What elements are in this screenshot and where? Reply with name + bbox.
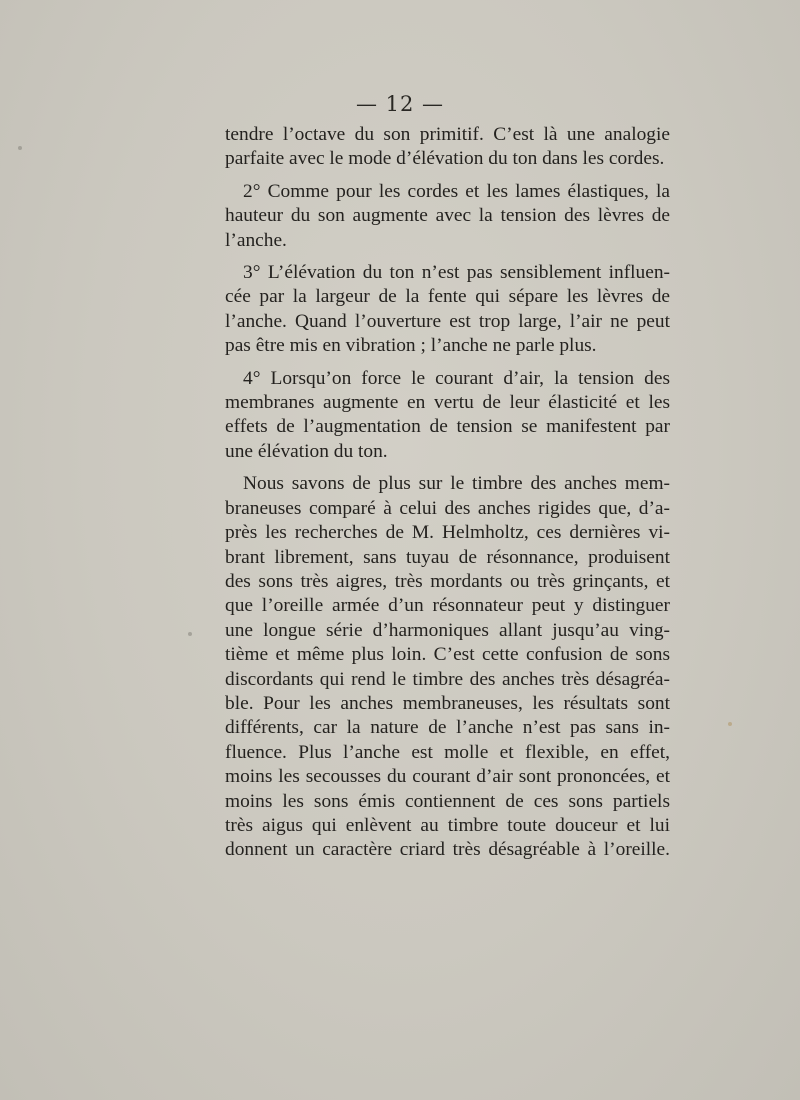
text-line: une longue série d’harmoniques allant jusqu’au ving- bbox=[225, 619, 670, 641]
text-line: 4° Lorsqu’on force le courant d’air, la tension des bbox=[243, 367, 670, 389]
paper-speck bbox=[728, 722, 732, 726]
text-line: moins les sons émis contiennent de ces sons partiels bbox=[225, 790, 670, 812]
text-line: membranes augmente en vertu de leur élasticité et les bbox=[225, 392, 670, 414]
text-line: cée par la largeur de la fente qui sépare les lèvres de bbox=[225, 286, 670, 308]
paper-speck bbox=[18, 146, 22, 150]
text-line: parfaite avec le mode d’élévation du ton dans les cordes. bbox=[225, 148, 665, 170]
text-line: donnent un caractère criard très désagréable à l’oreille. bbox=[225, 839, 670, 861]
text-line: 3° L’élévation du ton n’est pas sensiblement influen- bbox=[243, 262, 670, 284]
text-line: brant librement, sans tuyau de résonnance, produisent bbox=[225, 546, 670, 568]
text-line: fluence. Plus l’anche est molle et flexible, en effet, bbox=[225, 741, 670, 763]
paragraph bbox=[225, 367, 670, 465]
text-line: effets de l’augmentation de tension se manifestent par bbox=[225, 416, 670, 438]
text-line: ble. Pour les anches membraneuses, les résultats sont bbox=[225, 692, 670, 714]
paragraph bbox=[225, 261, 670, 359]
text-line: Nous savons de plus sur le timbre des anches mem- bbox=[243, 473, 670, 495]
text-line: tendre l’octave du son primitif. C’est là une analogie bbox=[225, 124, 670, 145]
text-line: différents, car la nature de l’anche n’est pas sans in- bbox=[225, 717, 670, 739]
body-text bbox=[225, 123, 670, 871]
text-line: discordants qui rend le timbre des anches très désagréa- bbox=[225, 668, 670, 690]
text-line: braneuses comparé à celui des anches rigides que, d’a- bbox=[225, 497, 670, 519]
text-line: 2° Comme pour les cordes et les lames élastiques, la bbox=[243, 180, 670, 202]
paragraph bbox=[225, 180, 670, 253]
paragraph bbox=[225, 123, 670, 172]
text-line: que l’oreille armée d’un résonnateur peut y distinguer bbox=[225, 595, 670, 617]
text-line: des sons très aigres, très mordants ou très grinçants, et bbox=[225, 570, 670, 592]
paragraph bbox=[225, 472, 670, 863]
text-line: pas être mis en vibration ; l’anche ne parle plus. bbox=[225, 335, 597, 357]
page-number: — 12 — bbox=[355, 92, 445, 116]
paper-speck bbox=[188, 632, 192, 636]
text-line: très aigus qui enlèvent au timbre toute douceur et lui bbox=[225, 814, 670, 836]
text-line: hauteur du son augmente avec la tension des lèvres de bbox=[225, 205, 670, 227]
text-line: tième et même plus loin. C’est cette confusion de sons bbox=[225, 644, 670, 666]
text-line: moins les secousses du courant d’air sont prononcées, et bbox=[225, 766, 670, 788]
text-line: près les recherches de M. Helmholtz, ces dernières vi- bbox=[225, 522, 670, 544]
text-line: une élévation du ton. bbox=[225, 440, 388, 462]
text-line: l’anche. bbox=[225, 229, 287, 251]
text-line: l’anche. Quand l’ouverture est trop large, l’air ne peut bbox=[225, 310, 670, 332]
